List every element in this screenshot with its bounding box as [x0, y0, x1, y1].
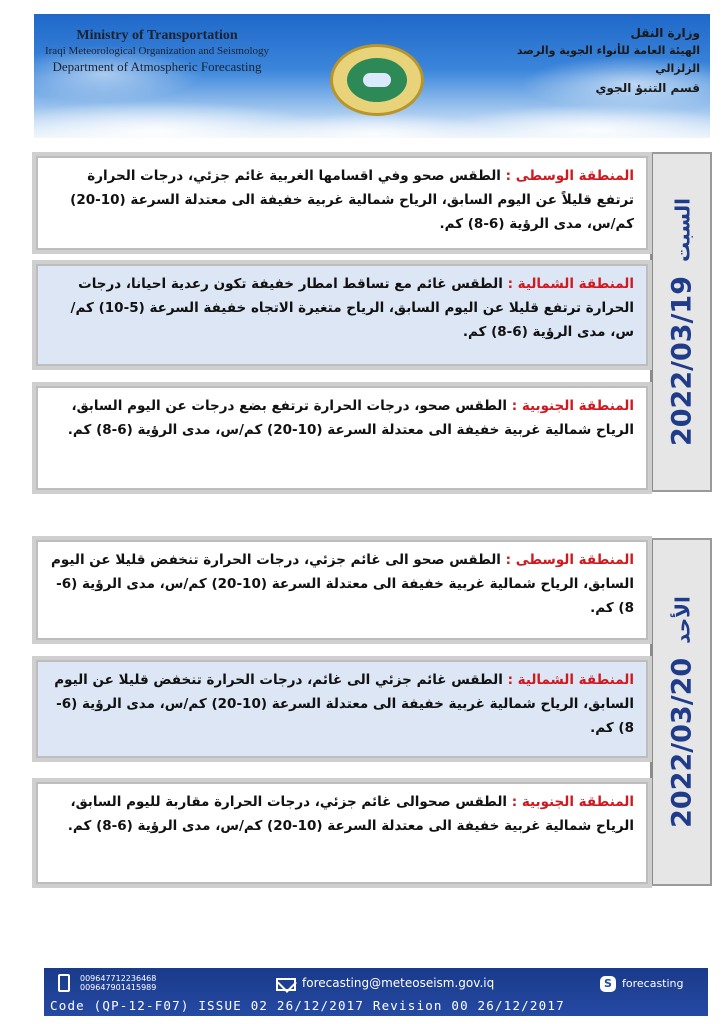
skype-icon: S [600, 976, 616, 992]
forecast-card-north [36, 660, 648, 758]
day-date: 2022/03/19 [666, 276, 697, 447]
organization-name-ar: الهيئة العامة للأنواء الجوية والرصد الزلزالي [516, 44, 700, 75]
department-name-ar: قسم التنبؤ الجوي [595, 81, 700, 95]
header-banner [34, 14, 710, 138]
region-name: المنطقة الشمالية : [507, 276, 634, 292]
forecast-text: الطقس صحو، درجات الحرارة ترتفع بضع درجات عن اليوم السابق، الرياح شمالية غربية خفيفة الى معتدلة السرعة (10-20) كم/س، مدى الرؤية (6-8) كم. [67, 398, 634, 438]
footer-bar [44, 968, 708, 1016]
day-tab-saturday [650, 152, 712, 492]
header-english-block [42, 28, 272, 75]
forecast-text: الطقس غائم جزئي الى غائم، درجات الحرارة تنخفض قليلا عن اليوم السابق، الرياح شمالية غربية خفيفة الى معتدلة السرعة (10-20) كم/س، مدى الرؤية (6-8) كم. [54, 672, 634, 736]
region-name: المنطقة الشمالية : [507, 672, 634, 688]
forecast-text: الطقس صحو الى غائم جزئي، درجات الحرارة تنخفض قليلا عن اليوم السابق، الرياح شمالية غربية خفيفة الى معتدلة السرعة (10-20) كم/س، مدى الرؤية (6-8) كم. [51, 552, 634, 616]
forecast-card-south [36, 782, 648, 884]
phone-number: 009647712236468 [80, 974, 157, 983]
forecast-card-south [36, 386, 648, 490]
header-arabic-block [470, 24, 700, 98]
phone-icon [58, 974, 70, 992]
organization-name: Iraqi Meteorological Organization and Seismology [44, 45, 270, 57]
email-address[interactable]: forecasting@meteoseism.gov.iq [302, 976, 495, 990]
region-name: المنطقة الوسطى : [505, 552, 634, 568]
region-name: المنطقة الجنوبية : [511, 398, 634, 414]
phone-numbers [80, 974, 156, 992]
forecast-text: الطقس صحو وفي اقسامها الغربية غائم جزئي، درجات الحرارة ترتفع قليلاً عن اليوم السابق، الرياح شمالية غربية خفيفة الى معتدلة السرعة (10-20) كم/س، مدى الرؤية (6-8) كم. [70, 168, 634, 232]
region-name: المنطقة الجنوبية : [511, 794, 634, 810]
day-name: الأحد [669, 596, 694, 644]
day-name: السبت [669, 197, 694, 263]
department-name: Department of Atmospheric Forecasting [52, 59, 262, 74]
region-name: المنطقة الوسطى : [505, 168, 634, 184]
forecast-card-north [36, 264, 648, 366]
meteorology-seal-icon [330, 44, 424, 116]
day-date: 2022/03/20 [666, 657, 697, 828]
skype-handle[interactable]: forecasting [622, 977, 684, 990]
mail-icon [276, 978, 296, 991]
day-tab-sunday [650, 538, 712, 886]
ministry-name: Ministry of Transportation [76, 28, 238, 43]
document-code: Code (QP-12-F07) ISSUE 02 26/12/2017 Revision 00 26/12/2017 [50, 998, 565, 1013]
forecast-card-central [36, 540, 648, 640]
forecast-text: الطقس صحوالى غائم جزئي، درجات الحرارة مقاربة لليوم السابق، الرياح شمالية غربية خفيفة الى معتدلة السرعة (10-20) كم/س، مدى الرؤية (6-8) كم. [67, 794, 634, 834]
forecast-text: الطقس غائم مع تساقط امطار خفيفة تكون رعدية احيانا، درجات الحرارة ترتفع قليلا عن اليوم السابق، الرياح متغيرة الاتجاه خفيفة السرعة (5-10) كم/س، مدى الرؤية (6-8) كم. [70, 276, 634, 340]
ministry-name-ar: وزارة النقل [630, 26, 700, 40]
phone-number: 009647901415989 [80, 983, 157, 992]
forecast-card-central [36, 156, 648, 250]
